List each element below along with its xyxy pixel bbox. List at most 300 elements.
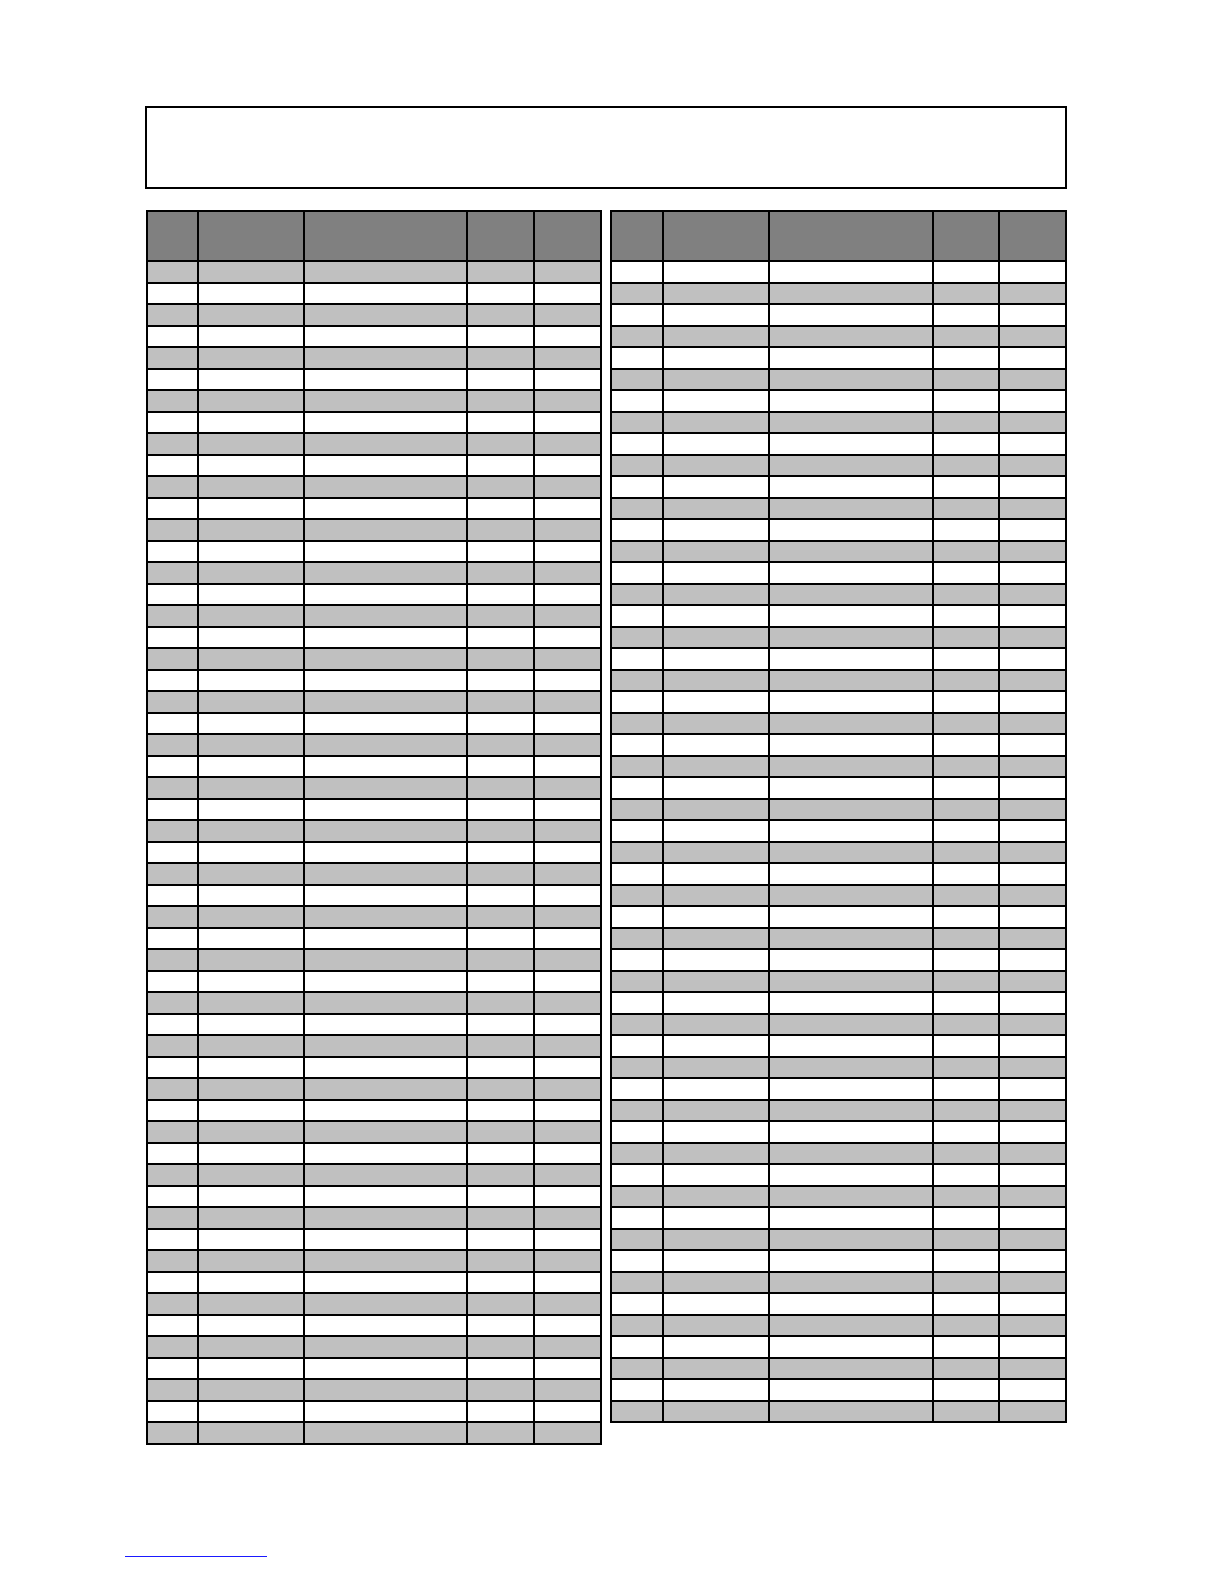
right-table-row (611, 928, 1066, 950)
left-table-cell (198, 1336, 304, 1358)
right-header-cell-2 (663, 211, 769, 261)
left-table-row (147, 1014, 601, 1036)
left-table-cell (467, 1143, 534, 1165)
right-table-cell (933, 519, 999, 541)
left-table-cell (304, 1207, 467, 1229)
left-table-cell (534, 842, 601, 864)
left-table-cell (534, 992, 601, 1014)
right-table-row (611, 1057, 1066, 1079)
left-table-cell (534, 1358, 601, 1380)
left-table-cell (198, 777, 304, 799)
right-table-row (611, 412, 1066, 434)
right-table-cell (933, 1207, 999, 1229)
right-table-cell (611, 949, 663, 971)
left-table-cell (304, 519, 467, 541)
right-table-cell (663, 906, 769, 928)
left-table-row (147, 433, 601, 455)
right-table-cell (933, 412, 999, 434)
left-table-cell (198, 820, 304, 842)
left-table-cell (534, 1229, 601, 1251)
left-table-cell (467, 1078, 534, 1100)
left-table-row (147, 713, 601, 735)
right-table-cell (999, 433, 1066, 455)
left-table-cell (304, 412, 467, 434)
left-table-cell (534, 304, 601, 326)
right-table-cell (999, 885, 1066, 907)
left-table-row (147, 412, 601, 434)
left-table-cell (198, 369, 304, 391)
left-table-header (147, 211, 601, 261)
right-table-row (611, 562, 1066, 584)
right-table-cell (663, 842, 769, 864)
right-table-row (611, 842, 1066, 864)
left-table-cell (534, 1014, 601, 1036)
left-table-cell (304, 455, 467, 477)
right-table-cell (663, 304, 769, 326)
left-table-cell (147, 1100, 198, 1122)
right-table-cell (999, 1143, 1066, 1165)
right-table-cell (933, 584, 999, 606)
right-table-cell (611, 1250, 663, 1272)
right-table-cell (933, 1143, 999, 1165)
right-table-cell (663, 455, 769, 477)
right-table-cell (933, 433, 999, 455)
right-table-cell (933, 1315, 999, 1337)
right-table-cell (999, 412, 1066, 434)
left-table-cell (534, 648, 601, 670)
right-table-cell (769, 326, 933, 348)
left-table-cell (147, 1078, 198, 1100)
right-table-cell (999, 390, 1066, 412)
left-table-cell (304, 1143, 467, 1165)
left-table-cell (198, 605, 304, 627)
right-table-cell (999, 1035, 1066, 1057)
left-table-row (147, 777, 601, 799)
right-table-cell (611, 842, 663, 864)
right-table-cell (933, 326, 999, 348)
left-table-cell (147, 562, 198, 584)
right-table-cell (769, 971, 933, 993)
left-table-cell (147, 326, 198, 348)
left-table-cell (198, 304, 304, 326)
right-table-cell (769, 1207, 933, 1229)
right-table-cell (663, 261, 769, 283)
left-table-row (147, 1100, 601, 1122)
left-table-cell (147, 1272, 198, 1294)
left-table-row (147, 885, 601, 907)
right-table-cell (769, 713, 933, 735)
right-table-cell (999, 756, 1066, 778)
right-table-cell (663, 820, 769, 842)
right-table-cell (933, 390, 999, 412)
left-table-cell (147, 347, 198, 369)
right-table-cell (611, 799, 663, 821)
left-table-cell (147, 261, 198, 283)
left-table-cell (198, 627, 304, 649)
right-table-cell (663, 1057, 769, 1079)
left-table-cell (467, 433, 534, 455)
right-table-cell (933, 1336, 999, 1358)
right-table-cell (933, 541, 999, 563)
right-table-cell (769, 1035, 933, 1057)
left-table-cell (147, 1250, 198, 1272)
right-table-row (611, 1336, 1066, 1358)
left-table-cell (304, 326, 467, 348)
left-table-row (147, 691, 601, 713)
left-table-cell (467, 562, 534, 584)
right-table-row (611, 777, 1066, 799)
right-table-cell (769, 820, 933, 842)
left-table-cell (147, 1014, 198, 1036)
right-table-cell (611, 412, 663, 434)
left-table-cell (304, 562, 467, 584)
right-table-cell (611, 992, 663, 1014)
right-table-cell (611, 1121, 663, 1143)
left-table-cell (304, 1186, 467, 1208)
left-table-cell (534, 949, 601, 971)
right-table-cell (611, 562, 663, 584)
right-table-row (611, 326, 1066, 348)
left-header-cell-5 (534, 211, 601, 261)
right-table-row (611, 1250, 1066, 1272)
right-table-cell (999, 347, 1066, 369)
left-table-cell (304, 1358, 467, 1380)
right-table-row (611, 476, 1066, 498)
right-table-cell (611, 304, 663, 326)
right-table-cell (769, 369, 933, 391)
right-table-cell (663, 1100, 769, 1122)
right-table-row (611, 1186, 1066, 1208)
left-table-cell (147, 455, 198, 477)
right-table-cell (611, 820, 663, 842)
left-table-cell (534, 1250, 601, 1272)
left-table-cell (467, 1121, 534, 1143)
left-table-cell (147, 949, 198, 971)
right-table-row (611, 820, 1066, 842)
left-table-cell (467, 605, 534, 627)
left-table-cell (534, 562, 601, 584)
right-table-cell (611, 777, 663, 799)
left-table-cell (534, 670, 601, 692)
left-table-cell (198, 433, 304, 455)
left-table-cell (304, 261, 467, 283)
left-table-cell (534, 1035, 601, 1057)
left-table-cell (198, 347, 304, 369)
left-header-cell-4 (467, 211, 534, 261)
left-table-cell (467, 369, 534, 391)
left-table-cell (304, 928, 467, 950)
right-table-cell (769, 799, 933, 821)
left-table-row (147, 369, 601, 391)
left-table-cell (304, 906, 467, 928)
right-table-cell (999, 369, 1066, 391)
left-table-cell (198, 1207, 304, 1229)
left-table-cell (467, 476, 534, 498)
left-table-row (147, 1272, 601, 1294)
right-table-cell (663, 541, 769, 563)
right-table-row (611, 1164, 1066, 1186)
right-table-header (611, 211, 1066, 261)
left-table-cell (534, 1121, 601, 1143)
left-table-cell (467, 842, 534, 864)
left-table-row (147, 1229, 601, 1251)
right-table-cell (663, 992, 769, 1014)
left-table-cell (198, 455, 304, 477)
right-table-cell (999, 928, 1066, 950)
left-table-cell (467, 261, 534, 283)
left-table-cell (534, 1336, 601, 1358)
right-table-cell (933, 455, 999, 477)
left-table-cell (467, 1422, 534, 1444)
left-table-row (147, 820, 601, 842)
right-table-cell (663, 562, 769, 584)
left-table-row (147, 734, 601, 756)
left-table-cell (147, 1143, 198, 1165)
right-table (610, 210, 1067, 1423)
left-table-row (147, 1164, 601, 1186)
left-table-row (147, 949, 601, 971)
left-table-cell (304, 304, 467, 326)
right-table-cell (999, 584, 1066, 606)
left-table-cell (534, 885, 601, 907)
right-table-row (611, 949, 1066, 971)
left-table-cell (198, 562, 304, 584)
right-table-cell (663, 971, 769, 993)
right-table-cell (663, 691, 769, 713)
right-table-cell (999, 1121, 1066, 1143)
left-table (146, 210, 602, 1445)
right-table-row (611, 605, 1066, 627)
left-table-cell (467, 455, 534, 477)
left-table-cell (534, 476, 601, 498)
right-table-cell (769, 1057, 933, 1079)
left-table-cell (304, 691, 467, 713)
right-table-cell (999, 971, 1066, 993)
left-table-cell (147, 885, 198, 907)
right-table-row (611, 1379, 1066, 1401)
left-table-cell (198, 1401, 304, 1423)
left-table-cell (304, 1229, 467, 1251)
left-table-cell (467, 1164, 534, 1186)
right-table-cell (769, 1293, 933, 1315)
right-table-row (611, 1315, 1066, 1337)
right-table-cell (769, 906, 933, 928)
right-table-cell (611, 670, 663, 692)
left-table-cell (198, 1121, 304, 1143)
left-table-cell (198, 670, 304, 692)
right-table-cell (611, 1315, 663, 1337)
left-table-cell (304, 627, 467, 649)
left-table-cell (198, 1250, 304, 1272)
left-table-cell (304, 734, 467, 756)
right-table-cell (611, 1401, 663, 1423)
left-table-cell (198, 584, 304, 606)
left-table-cell (147, 713, 198, 735)
left-table-cell (467, 1250, 534, 1272)
right-table-cell (611, 584, 663, 606)
left-table-cell (147, 1315, 198, 1337)
right-table-cell (769, 390, 933, 412)
right-table-cell (663, 1315, 769, 1337)
left-table-cell (467, 670, 534, 692)
right-table-cell (933, 992, 999, 1014)
right-table-cell (769, 476, 933, 498)
left-table-cell (198, 734, 304, 756)
right-table-cell (769, 992, 933, 1014)
right-table-cell (933, 949, 999, 971)
right-table-row (611, 1078, 1066, 1100)
left-table-cell (147, 1207, 198, 1229)
left-table-cell (198, 498, 304, 520)
right-table-row (611, 906, 1066, 928)
left-table-cell (147, 304, 198, 326)
right-table-cell (769, 648, 933, 670)
right-table-cell (611, 1358, 663, 1380)
left-table-cell (147, 283, 198, 305)
right-table-cell (933, 906, 999, 928)
right-table-row (611, 863, 1066, 885)
left-table-cell (147, 691, 198, 713)
right-table-cell (999, 498, 1066, 520)
right-table-cell (933, 1293, 999, 1315)
right-table-cell (933, 820, 999, 842)
left-table-cell (198, 1143, 304, 1165)
left-table-cell (198, 261, 304, 283)
right-table-row (611, 304, 1066, 326)
left-table-cell (304, 1336, 467, 1358)
left-table-row (147, 498, 601, 520)
right-table-cell (769, 455, 933, 477)
left-table-cell (147, 369, 198, 391)
left-table-row (147, 648, 601, 670)
right-table-cell (611, 1379, 663, 1401)
left-table-cell (147, 734, 198, 756)
left-table-row (147, 584, 601, 606)
right-table-cell (663, 605, 769, 627)
left-table-cell (467, 820, 534, 842)
right-table-cell (999, 1014, 1066, 1036)
right-table-cell (933, 283, 999, 305)
left-table-cell (534, 713, 601, 735)
right-table-cell (663, 1336, 769, 1358)
right-table-cell (769, 541, 933, 563)
left-table-cell (534, 1078, 601, 1100)
left-table-cell (534, 498, 601, 520)
left-table-cell (198, 1035, 304, 1057)
right-table-cell (663, 928, 769, 950)
right-table-cell (933, 369, 999, 391)
left-table-row (147, 1143, 601, 1165)
left-table-cell (304, 1250, 467, 1272)
left-table-row (147, 347, 601, 369)
left-table-cell (304, 369, 467, 391)
left-table-cell (304, 777, 467, 799)
right-table-row (611, 670, 1066, 692)
left-table-cell (304, 863, 467, 885)
right-table-cell (769, 1379, 933, 1401)
left-table-cell (198, 1014, 304, 1036)
left-table-cell (198, 390, 304, 412)
right-table-cell (663, 347, 769, 369)
left-table-cell (467, 584, 534, 606)
right-table-cell (769, 691, 933, 713)
right-table-cell (769, 863, 933, 885)
right-table-cell (611, 455, 663, 477)
left-table-row (147, 1035, 601, 1057)
right-table-cell (663, 949, 769, 971)
left-table-cell (198, 756, 304, 778)
left-table-row (147, 476, 601, 498)
left-table-cell (467, 1100, 534, 1122)
right-table-cell (933, 347, 999, 369)
right-table-cell (663, 756, 769, 778)
left-table-cell (534, 1379, 601, 1401)
left-table-cell (147, 1121, 198, 1143)
right-table-cell (999, 455, 1066, 477)
right-table-cell (769, 605, 933, 627)
right-table-cell (611, 971, 663, 993)
left-table-cell (198, 1164, 304, 1186)
left-table-cell (467, 283, 534, 305)
right-header-cell-4 (933, 211, 999, 261)
left-table-row (147, 304, 601, 326)
left-table-cell (534, 412, 601, 434)
right-table-cell (769, 1358, 933, 1380)
right-table-cell (611, 1078, 663, 1100)
left-table-cell (147, 605, 198, 627)
left-table-cell (198, 1186, 304, 1208)
right-table-row (611, 799, 1066, 821)
right-table-cell (611, 627, 663, 649)
right-table-cell (663, 1250, 769, 1272)
right-table-cell (769, 1250, 933, 1272)
left-table-cell (304, 1057, 467, 1079)
right-table-cell (611, 519, 663, 541)
right-table-cell (933, 1358, 999, 1380)
right-table-cell (999, 1078, 1066, 1100)
right-table-cell (611, 1207, 663, 1229)
right-table-cell (933, 928, 999, 950)
left-table-cell (304, 541, 467, 563)
left-table-row (147, 562, 601, 584)
right-table-cell (611, 1143, 663, 1165)
right-table-cell (933, 261, 999, 283)
left-table-cell (198, 1422, 304, 1444)
right-table-cell (663, 1379, 769, 1401)
left-table-cell (198, 992, 304, 1014)
right-table-cell (663, 390, 769, 412)
left-table-cell (534, 326, 601, 348)
right-table-cell (999, 691, 1066, 713)
left-table-cell (534, 1293, 601, 1315)
right-table-cell (663, 519, 769, 541)
left-table-cell (467, 928, 534, 950)
right-table-cell (999, 713, 1066, 735)
right-table-cell (663, 1078, 769, 1100)
left-table-row (147, 971, 601, 993)
right-table-cell (769, 1401, 933, 1423)
left-table-cell (304, 1315, 467, 1337)
left-table-cell (467, 691, 534, 713)
right-table-cell (663, 433, 769, 455)
left-table-row (147, 261, 601, 283)
left-table-cell (534, 1186, 601, 1208)
right-table-cell (999, 648, 1066, 670)
right-table-cell (611, 1272, 663, 1294)
left-table-cell (534, 1207, 601, 1229)
left-table-row (147, 1121, 601, 1143)
left-table-cell (147, 1379, 198, 1401)
